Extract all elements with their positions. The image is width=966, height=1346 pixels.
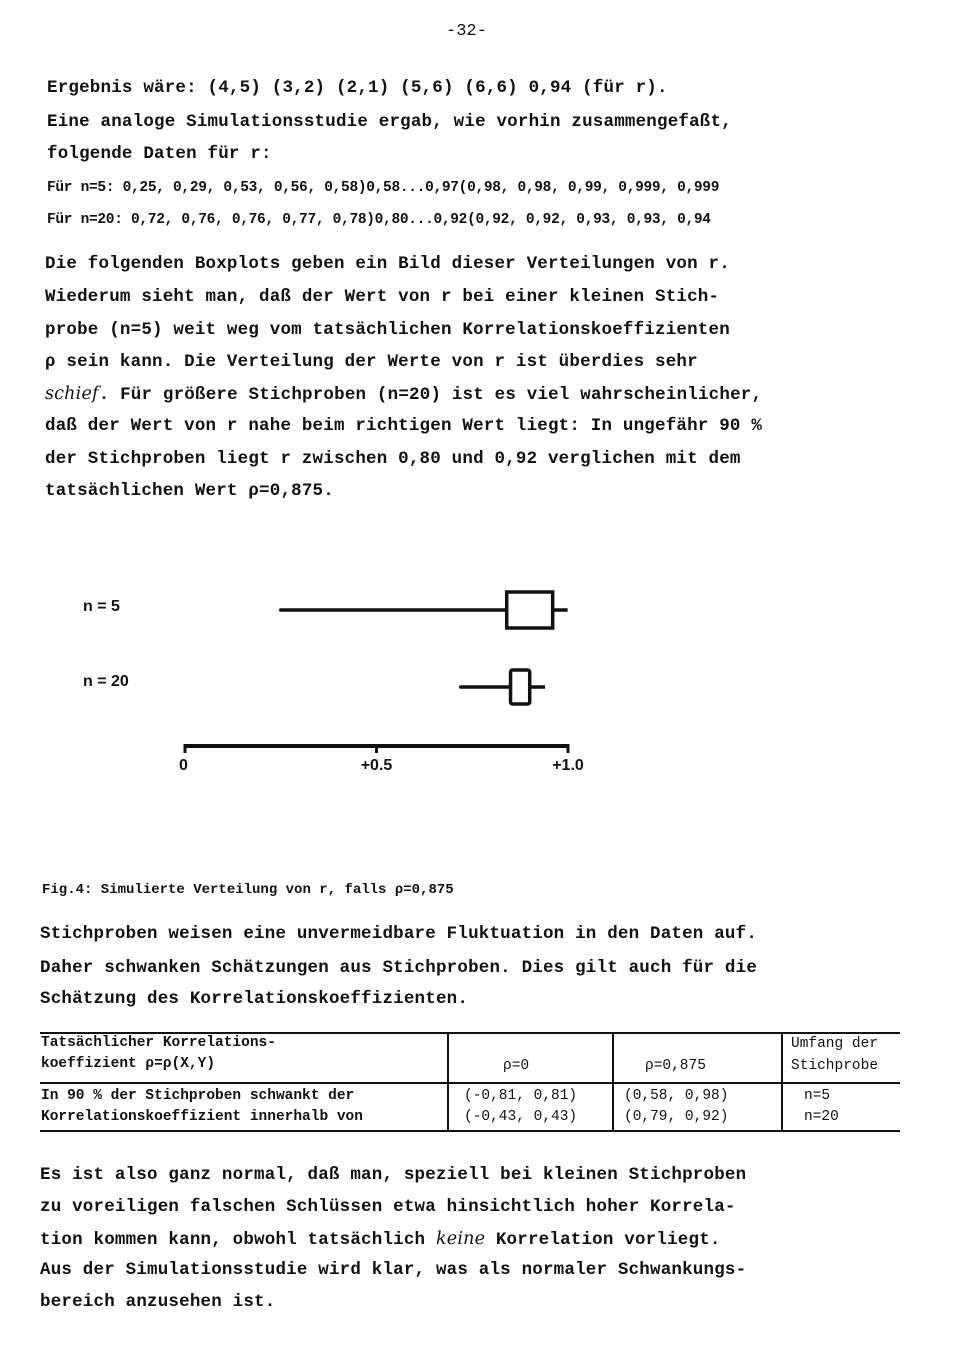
- paragraph-line: tatsächlichen Wert ρ=0,875.: [45, 481, 334, 501]
- paragraph-line: Es ist also ganz normal, daß man, speziell bei kleinen Stichproben: [40, 1165, 747, 1185]
- page-number: -32-: [446, 22, 487, 41]
- boxplot-n-20: [461, 670, 545, 704]
- table-cell-rho875-n20: (0,79, 0,92): [624, 1109, 729, 1125]
- intro-line: Eine analoge Simulationsstudie ergab, wie vorhin zusammengefaßt,: [47, 112, 732, 132]
- table-bottom-rule: [40, 1130, 900, 1132]
- table-cell-rho0-n5: (-0,81, 0,81): [464, 1088, 578, 1104]
- table-col-divider: [781, 1032, 783, 1130]
- intro-line: Ergebnis wäre: (4,5) (3,2) (2,1) (5,6) (6,6) 0,94 (für r).: [47, 78, 668, 98]
- handwritten-word: keine: [435, 1229, 486, 1249]
- box-iqr: [507, 592, 553, 628]
- figure-caption: Fig.4: Simulierte Verteilung von r, falls ρ=0,875: [42, 882, 454, 898]
- handwritten-word: schief: [45, 384, 99, 404]
- paragraph-line: Schätzung des Korrelationskoeffizienten.: [40, 989, 469, 1009]
- table-row-label: In 90 % der Stichproben schwankt der: [41, 1088, 355, 1104]
- data-line-n20: Für n=20: 0,72, 0,76, 0,76, 0,77, 0,78)0,80...0,92(0,92, 0,92, 0,93, 0,93, 0,94: [47, 212, 711, 228]
- x-tick-label: 0: [179, 757, 188, 774]
- paragraph-line: daß der Wert von r nahe beim richtigen Wert liegt: In ungefähr 90 %: [45, 416, 763, 436]
- table-cell-n20: n=20: [804, 1109, 839, 1125]
- table-col-divider: [612, 1032, 614, 1130]
- box-iqr: [511, 670, 530, 704]
- confidence-table: [40, 1032, 900, 1132]
- paragraph-line: Aus der Simulationsstudie wird klar, was als normaler Schwankungs-: [40, 1260, 747, 1280]
- table-header-rho875: ρ=0,875: [645, 1058, 706, 1074]
- paragraph-line: ρ sein kann. Die Verteilung der Werte von r ist überdies sehr: [45, 352, 698, 372]
- table-header-label: Tatsächlicher Korrelations-: [41, 1035, 276, 1051]
- paragraph-line: bereich anzusehen ist.: [40, 1292, 276, 1312]
- paragraph-line: [40, 1229, 721, 1250]
- paragraph-text: Korrelation vorliegt.: [485, 1230, 721, 1250]
- intro-line: folgende Daten für r:: [47, 144, 272, 164]
- paragraph-text: . Für größere Stichproben (n=20) ist es viel wahrscheinlicher,: [98, 385, 763, 405]
- table-row-label: Korrelationskoeffizient innerhalb von: [41, 1109, 363, 1125]
- table-header-label: koeffizient ρ=ρ(X,Y): [41, 1056, 216, 1072]
- boxplot-n-5: [281, 592, 568, 628]
- paragraph-line: Die folgenden Boxplots geben ein Bild dieser Verteilungen von r.: [45, 254, 730, 274]
- series-label-n20: n = 20: [83, 673, 129, 690]
- table-header-rho0: ρ=0: [503, 1058, 530, 1074]
- table-cell-n5: n=5: [804, 1088, 831, 1104]
- paragraph-text: tion kommen kann, obwohl tatsächlich: [40, 1230, 436, 1250]
- paragraph-line: zu voreiligen falschen Schlüssen etwa hinsichtlich hoher Korrela-: [40, 1197, 736, 1217]
- paragraph-line: Wiederum sieht man, daß der Wert von r bei einer kleinen Stich-: [45, 287, 720, 307]
- paragraph-line: probe (n=5) weit weg vom tatsächlichen Korrelationskoeffizienten: [45, 320, 730, 340]
- table-col-divider: [447, 1032, 449, 1130]
- series-label-n5: n = 5: [83, 598, 120, 615]
- paragraph-line: der Stichproben liegt r zwischen 0,80 und 0,92 verglichen mit dem: [45, 449, 741, 469]
- table-header-n: Umfang der: [791, 1036, 879, 1052]
- table-cell-rho0-n20: (-0,43, 0,43): [464, 1109, 578, 1125]
- paragraph-line: Stichproben weisen eine unvermeidbare Fluktuation in den Daten auf.: [40, 924, 758, 944]
- data-line-n5: Für n=5: 0,25, 0,29, 0,53, 0,56, 0,58)0,58...0,97(0,98, 0,98, 0,99, 0,999, 0,999: [47, 180, 720, 196]
- table-header-rule: [40, 1082, 900, 1084]
- x-tick-label: +0.5: [360, 757, 393, 774]
- table-cell-rho875-n5: (0,58, 0,98): [624, 1088, 729, 1104]
- table-header-n: Stichprobe: [791, 1058, 879, 1074]
- paragraph-line: Daher schwanken Schätzungen aus Stichproben. Dies gilt auch für die: [40, 958, 758, 978]
- x-tick-label: +1.0: [552, 757, 584, 774]
